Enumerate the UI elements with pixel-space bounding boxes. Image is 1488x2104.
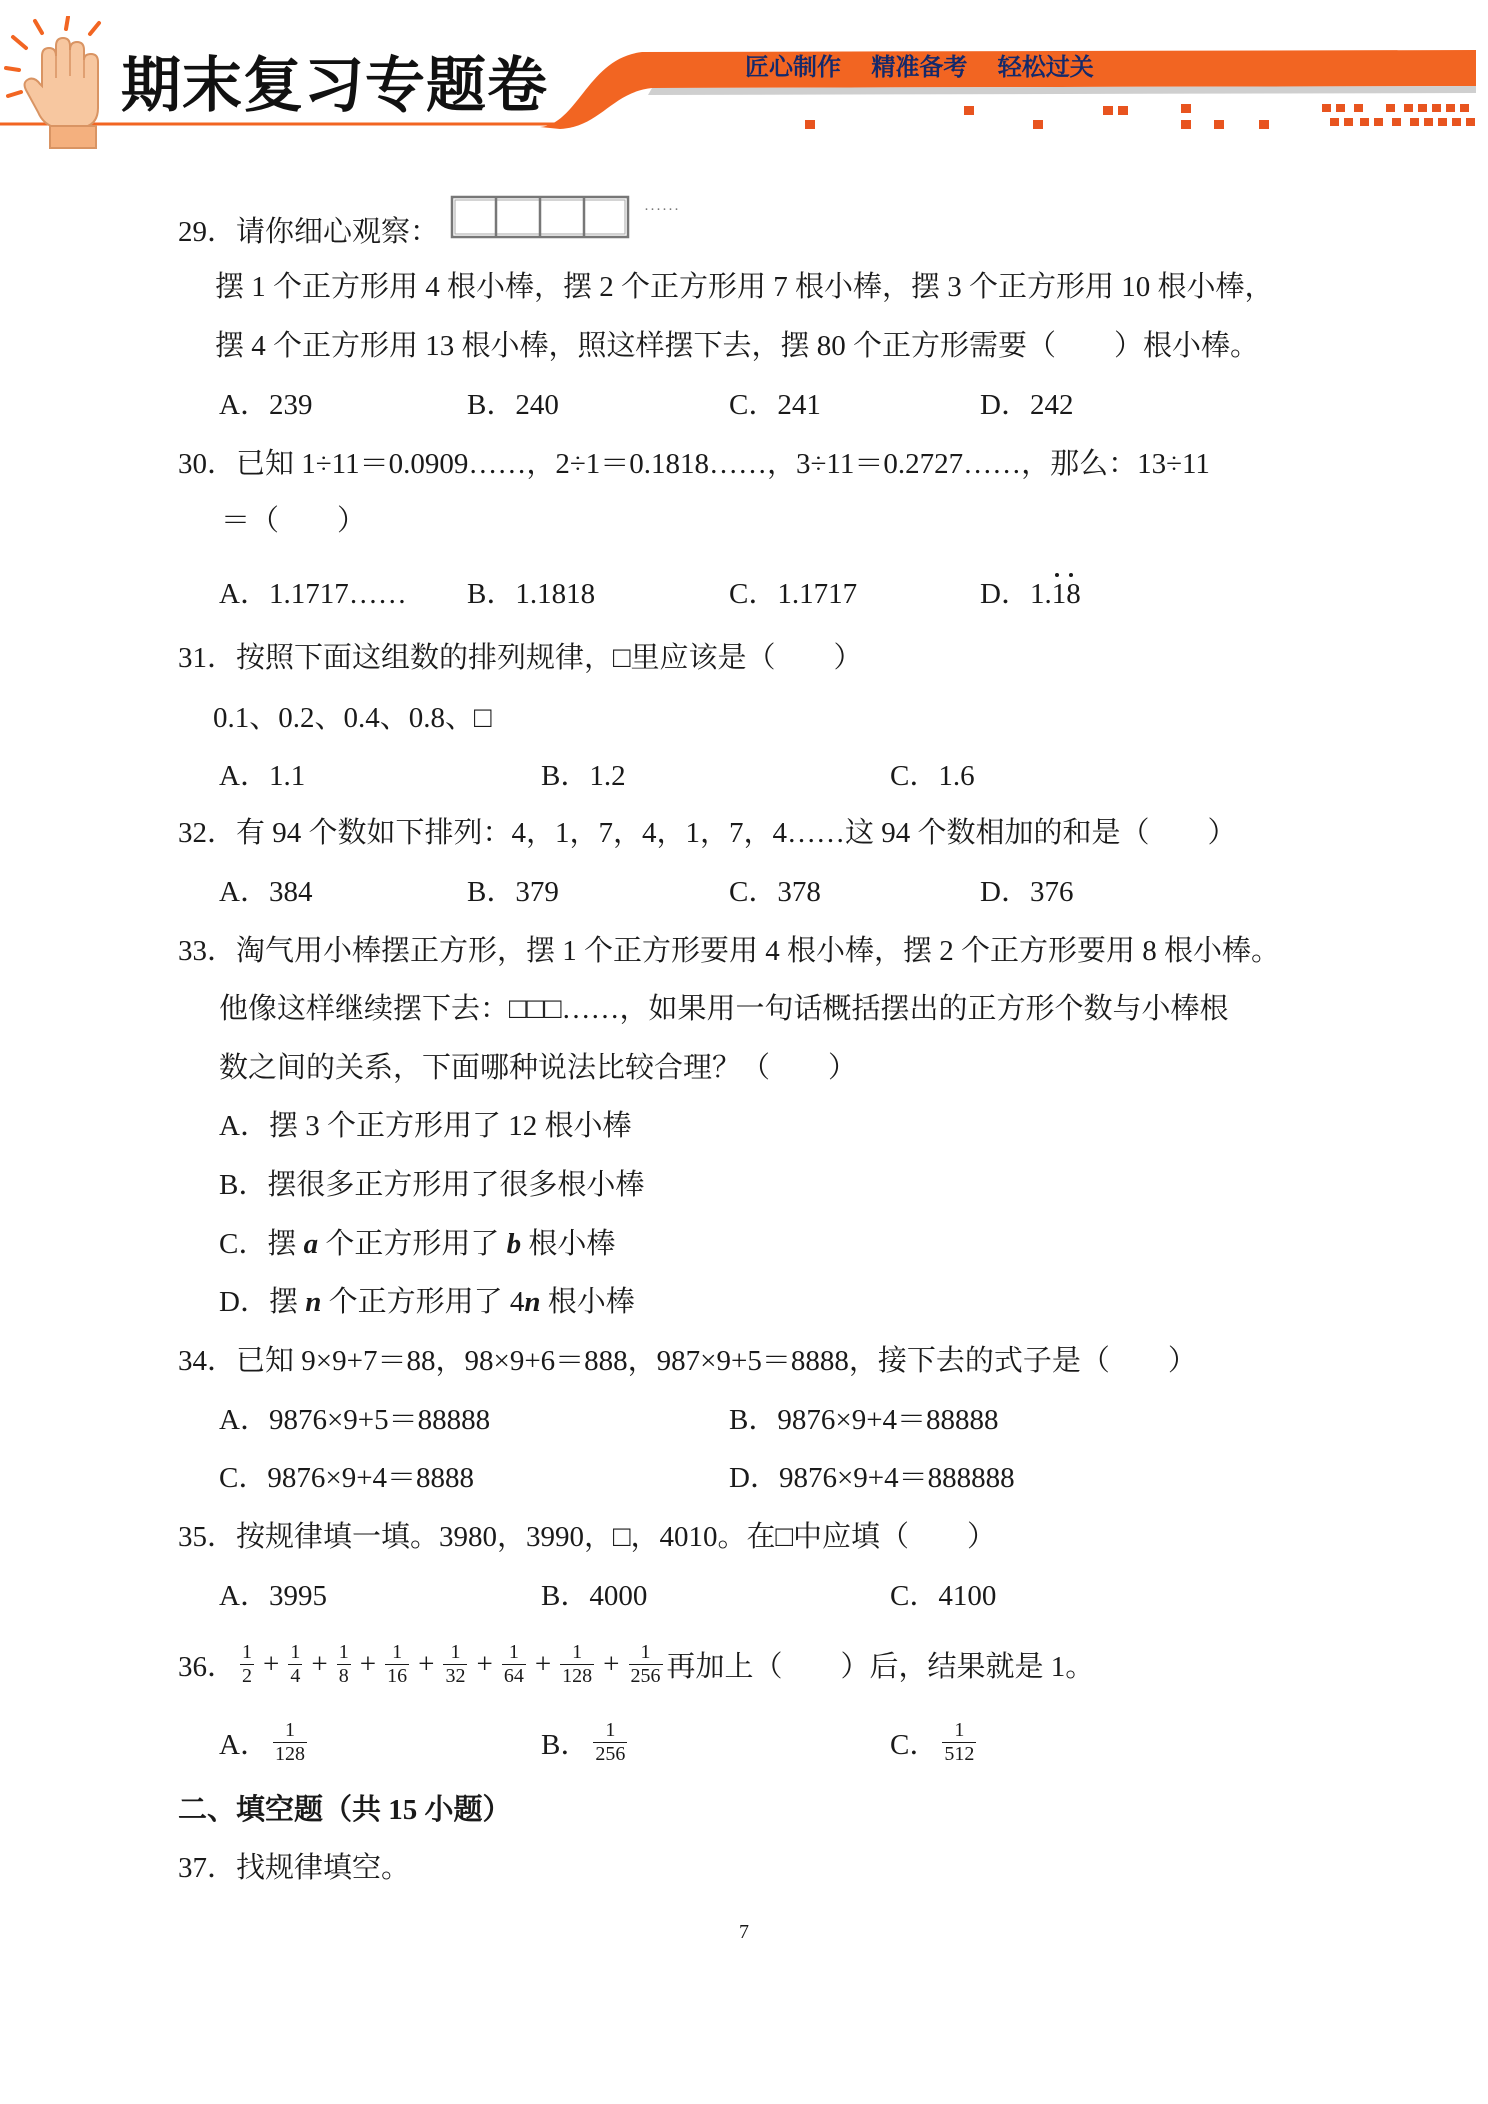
question-35-stem: 35．按规律填一填。3980，3990，□，4010。在□中应填（ ） — [178, 1521, 997, 1553]
option-text: 摆 — [267, 1228, 304, 1260]
header-tagline: 匠心制作 精准备考 轻松过关 — [745, 53, 1094, 81]
decor-square — [1330, 118, 1339, 126]
option-a — [219, 1108, 631, 1144]
decor-square — [1322, 104, 1331, 112]
option-text: 摆 3 个正方形用了 12 根小棒 — [268, 1110, 632, 1142]
fraction — [443, 1641, 467, 1688]
option-label: C． — [729, 578, 778, 610]
option-b — [541, 758, 626, 794]
decor-square — [1432, 104, 1441, 112]
denominator: 4 — [290, 1664, 301, 1687]
option-text: 摆很多正方形用了很多根小棒 — [267, 1169, 645, 1201]
option-c — [890, 758, 975, 794]
option-c — [890, 1578, 996, 1614]
numerator: 1 — [572, 1640, 583, 1663]
option-text: 4000 — [589, 1580, 648, 1612]
option-label: B． — [219, 1169, 268, 1201]
option-d — [219, 1284, 635, 1320]
option-repeating-decimal — [1030, 576, 1081, 612]
decor-squares — [805, 104, 1475, 129]
question-30-line: 30．已知 1÷11＝0.0909……，2÷1＝0.1818……，3÷11＝0.2727……，那么：13÷11 — [178, 448, 1210, 480]
burst-line — [66, 17, 68, 29]
burst-line — [6, 68, 19, 70]
option-a — [219, 576, 407, 612]
option-text: 9876×9+4＝8888 — [267, 1462, 475, 1494]
option-text: 242 — [1029, 389, 1074, 421]
decor-square — [1452, 118, 1461, 126]
option-label: A． — [219, 1728, 269, 1761]
option-d — [980, 874, 1073, 910]
option-text: 239 — [268, 389, 313, 421]
variable-n: n — [524, 1286, 541, 1318]
option-a — [219, 874, 312, 910]
option-label: A． — [219, 876, 269, 908]
option-text: 1.2 — [589, 760, 626, 792]
option-label: C． — [890, 1728, 939, 1761]
decor-square — [1374, 118, 1383, 126]
question-31-stem: 31．按照下面这组数的排列规律，□里应该是（ ） — [178, 642, 863, 674]
question-number: 36． — [178, 1650, 237, 1683]
option-a — [219, 1716, 311, 1768]
denominator: 64 — [503, 1664, 524, 1687]
fraction — [385, 1641, 409, 1688]
denominator: 32 — [445, 1664, 466, 1687]
denominator: 256 — [630, 1664, 661, 1687]
option-text: 1.6 — [938, 760, 975, 792]
fraction — [240, 1641, 254, 1688]
decor-square — [805, 120, 815, 129]
question-29-line: 摆 4 个正方形用 13 根小棒，照这样摆下去，摆 80 个正方形需要（ ）根小棒。 — [215, 330, 1260, 362]
option-b — [541, 1716, 631, 1768]
decor-square — [1392, 118, 1401, 126]
repeat-dot — [1055, 573, 1059, 577]
question-33-line: 他像这样继续摆下去：□□□……，如果用一句话概括摆出的正方形个数与小棒根 — [219, 993, 1229, 1025]
burst-line — [90, 23, 99, 34]
option-label: A． — [219, 1580, 269, 1612]
option-a — [219, 1578, 327, 1614]
denominator: 128 — [562, 1664, 593, 1687]
burst-line — [13, 37, 26, 48]
plus-sign: + — [263, 1647, 280, 1680]
decor-square — [1466, 118, 1475, 126]
variable-n: n — [305, 1286, 322, 1318]
plus-sign: + — [311, 1647, 328, 1680]
option-d — [729, 1460, 1015, 1496]
option-label: D． — [980, 389, 1030, 421]
option-c — [219, 1460, 474, 1496]
plus-sign: + — [359, 1647, 377, 1680]
plus-sign: + — [476, 1647, 493, 1680]
decor-square — [1336, 104, 1345, 112]
option-label: A． — [219, 760, 269, 792]
option-text: 376 — [1029, 876, 1074, 908]
decor-square — [1181, 120, 1191, 129]
decor-square — [1354, 104, 1363, 112]
decor-square — [1033, 120, 1043, 129]
option-label: C． — [219, 1462, 268, 1494]
option-a — [219, 387, 312, 423]
option-text: 1.1 — [268, 760, 306, 792]
question-36-suffix: 再加上（ ）后，结果就是 1。 — [666, 1650, 1095, 1683]
option-label: B． — [467, 389, 516, 421]
decor-square — [1103, 106, 1113, 115]
option-b — [467, 874, 559, 910]
fraction — [629, 1641, 663, 1688]
option-label: D． — [219, 1286, 269, 1318]
numerator: 1 — [290, 1640, 301, 1663]
option-text: 1.1717 — [777, 578, 858, 610]
denominator: 16 — [387, 1664, 408, 1687]
repeat-dot — [1069, 573, 1073, 577]
denominator: 256 — [595, 1742, 626, 1765]
option-text: 9876×9+4＝88888 — [777, 1404, 999, 1436]
option-text: 个正方形用了 — [318, 1228, 507, 1260]
option-label: D． — [980, 876, 1030, 908]
decor-square — [1386, 104, 1395, 112]
fraction — [560, 1641, 594, 1688]
plus-sign: + — [418, 1647, 435, 1680]
option-text: 1.18 — [1029, 578, 1081, 610]
option-c — [729, 874, 821, 910]
option-text: 根小棒 — [521, 1228, 616, 1260]
decor-square — [1460, 104, 1469, 112]
option-text: 个正方形用了 4 — [321, 1286, 525, 1318]
option-d — [980, 576, 1081, 612]
question-34-stem: 34．已知 9×9+7＝88，98×9+6＝888，987×9+5＝8888，接下去的式子是（ ） — [178, 1345, 1197, 1377]
option-c — [219, 1226, 615, 1262]
option-label: B． — [541, 1580, 590, 1612]
option-text: 384 — [268, 876, 313, 908]
fraction — [337, 1641, 351, 1688]
page-title: 期末复习专题卷 — [121, 51, 548, 121]
numerator: 1 — [605, 1718, 616, 1741]
option-text: 1.1717…… — [268, 578, 407, 610]
option-text: 378 — [777, 876, 821, 908]
numerator: 1 — [508, 1640, 519, 1663]
option-text: 9876×9+4＝888888 — [778, 1462, 1015, 1494]
option-b — [467, 387, 559, 423]
option-label: B． — [467, 876, 516, 908]
option-d — [980, 387, 1073, 423]
fraction — [288, 1641, 302, 1688]
numerator: 1 — [338, 1640, 349, 1663]
numerator: 1 — [392, 1640, 403, 1663]
option-text: 4100 — [938, 1580, 997, 1612]
option-label: A． — [219, 578, 269, 610]
option-b — [541, 1578, 647, 1614]
option-text: 241 — [777, 389, 821, 421]
option-label: C． — [890, 1580, 939, 1612]
question-29-line: 摆 1 个正方形用 4 根小棒，摆 2 个正方形用 7 根小棒，摆 3 个正方形用 10 根小棒， — [215, 271, 1274, 303]
matchstick-squares-figure — [450, 195, 632, 241]
option-a — [219, 1402, 490, 1438]
variable-b: b — [506, 1228, 522, 1260]
decor-square — [1360, 118, 1369, 126]
option-label: C． — [729, 876, 778, 908]
option-label: A． — [219, 1404, 269, 1436]
decor-square — [1344, 118, 1353, 126]
question-36-stem — [178, 1636, 1094, 1692]
option-label: B． — [541, 1728, 590, 1761]
decor-square — [1181, 104, 1191, 113]
fraction — [273, 1719, 307, 1766]
option-c — [729, 576, 857, 612]
option-b — [219, 1167, 644, 1203]
hand-icon — [4, 16, 128, 150]
option-a — [219, 758, 305, 794]
decor-square — [1424, 118, 1433, 126]
decor-square — [1214, 120, 1224, 129]
fraction — [942, 1719, 976, 1766]
decor-square — [1118, 106, 1128, 115]
numerator: 1 — [450, 1640, 461, 1663]
question-37-stem: 37．找规律填空。 — [178, 1852, 411, 1884]
option-label: C． — [890, 760, 939, 792]
decor-square — [1404, 104, 1413, 112]
section-heading: 二、填空题（共 15 小题） — [178, 1794, 512, 1826]
option-label: D． — [980, 578, 1030, 610]
option-label: A． — [219, 389, 269, 421]
question-31-sequence: 0.1、0.2、0.4、0.8、□ — [213, 702, 492, 734]
decor-square — [1259, 120, 1269, 129]
fraction — [502, 1641, 526, 1688]
option-label: C． — [219, 1228, 268, 1260]
option-text: 3995 — [268, 1580, 327, 1612]
numerator: 1 — [954, 1718, 965, 1741]
option-label: D． — [729, 1462, 779, 1494]
fraction — [593, 1719, 627, 1766]
numerator: 1 — [242, 1640, 253, 1663]
variable-a: a — [303, 1228, 319, 1260]
option-label: B． — [467, 578, 516, 610]
decor-square — [1438, 118, 1447, 126]
figure-continuation-dots: ······ — [644, 202, 680, 218]
option-label: C． — [729, 389, 778, 421]
hand-cuff — [50, 126, 96, 148]
question-33-line: 33．淘气用小棒摆正方形，摆 1 个正方形要用 4 根小棒，摆 2 个正方形要用 8 根小棒。 — [178, 935, 1281, 967]
numerator: 1 — [640, 1640, 651, 1663]
numerator: 1 — [284, 1718, 295, 1741]
burst-line — [8, 92, 21, 96]
denominator: 512 — [944, 1742, 975, 1765]
option-label: A． — [219, 1110, 269, 1142]
plus-sign: + — [603, 1647, 620, 1680]
decor-square — [964, 106, 974, 115]
option-text: 1.1818 — [515, 578, 596, 610]
question-29-stem: 29．请你细心观察： — [178, 216, 440, 248]
question-33-line: 数之间的关系，下面哪种说法比较合理？（ ） — [219, 1052, 858, 1084]
question-30-line: ＝（ ） — [221, 505, 367, 537]
option-label: B． — [541, 760, 590, 792]
decor-square — [1418, 104, 1427, 112]
denominator: 8 — [338, 1664, 349, 1687]
option-c — [890, 1716, 980, 1768]
option-text: 摆 — [268, 1286, 306, 1318]
option-b — [467, 576, 595, 612]
denominator: 2 — [242, 1664, 253, 1687]
decor-square — [1446, 104, 1455, 112]
option-text: 根小棒 — [540, 1286, 635, 1318]
page-number: 7 — [739, 1921, 749, 1943]
option-text: 240 — [515, 389, 559, 421]
hand-shape — [25, 38, 98, 128]
decor-square — [1410, 118, 1419, 126]
option-text: 379 — [515, 876, 559, 908]
plus-sign: + — [534, 1647, 552, 1680]
burst-line — [35, 21, 42, 33]
option-b — [729, 1402, 999, 1438]
question-32-stem: 32．有 94 个数如下排列：4，1，7，4，1，7，4……这 94 个数相加的和是（ ） — [178, 817, 1237, 849]
option-label: B． — [729, 1404, 778, 1436]
denominator: 128 — [274, 1742, 305, 1765]
option-text: 9876×9+5＝88888 — [268, 1404, 491, 1436]
option-c — [729, 387, 821, 423]
